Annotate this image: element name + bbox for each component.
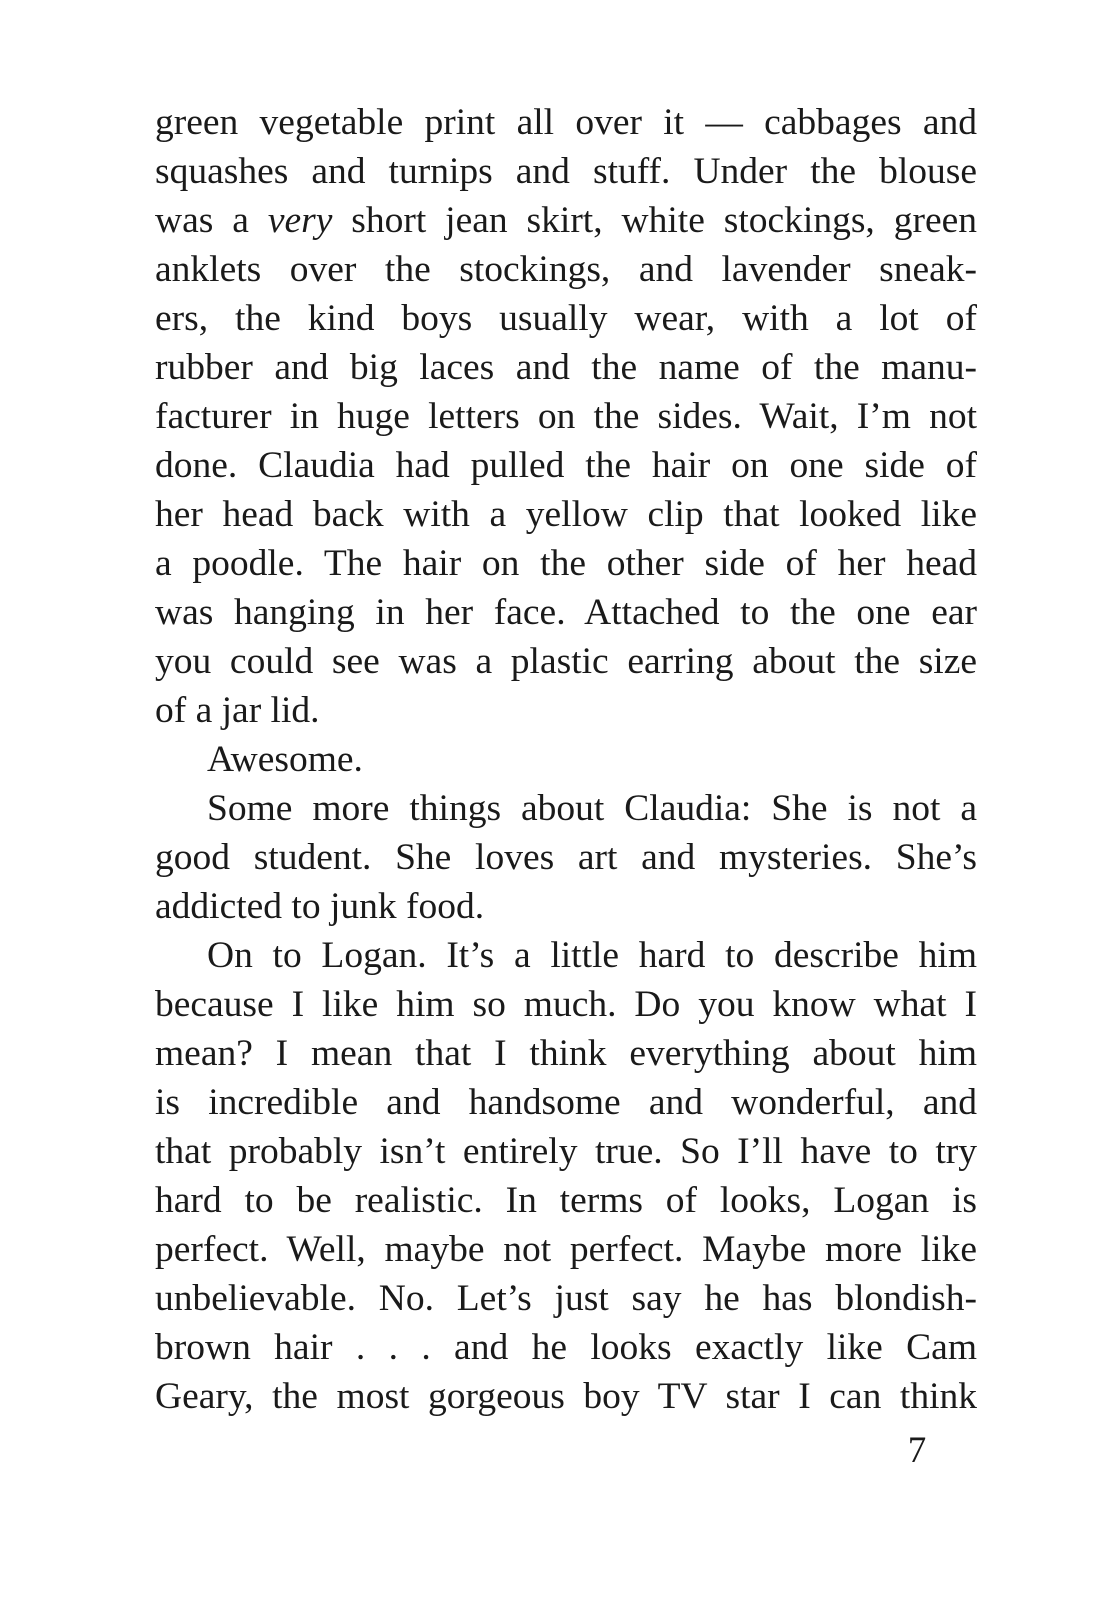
text-line: Geary, the most gorgeous boy TV star I can think: [155, 1376, 977, 1417]
text-line: is incredible and handsome and wonderful, and: [155, 1082, 977, 1123]
text-line: unbelievable. No. Let’s just say he has blondish-: [155, 1278, 977, 1319]
page-number: 7: [907, 1430, 927, 1471]
text-line: anklets over the stockings, and lavender sneak-: [155, 249, 977, 290]
text-line: a poodle. The hair on the other side of her head: [155, 543, 977, 584]
text-line: good student. She loves art and mysteries. She’s: [155, 837, 977, 878]
text-line: of a jar lid.: [155, 690, 320, 731]
text-line: rubber and big laces and the name of the manu-: [155, 347, 977, 388]
text-line: her head back with a yellow clip that looked like: [155, 494, 977, 535]
text-line: green vegetable print all over it — cabbages and: [155, 102, 977, 143]
text-line: you could see was a plastic earring about the size: [155, 641, 977, 682]
body-text: [155, 98, 977, 1421]
text-line: mean? I mean that I think everything about him: [155, 1033, 977, 1074]
text-line: was hanging in her face. Attached to the one ear: [155, 592, 977, 633]
text-line: Awesome.: [207, 739, 363, 780]
text-line: hard to be realistic. In terms of looks, Logan is: [155, 1180, 977, 1221]
text-line: On to Logan. It’s a little hard to describe him: [207, 935, 977, 976]
text-line: ers, the kind boys usually wear, with a lot of: [155, 298, 977, 339]
text-line: Some more things about Claudia: She is not a: [207, 788, 977, 829]
text-line: facturer in huge letters on the sides. Wait, I’m not: [155, 396, 977, 437]
text-span: was a: [155, 200, 268, 241]
text-line: that probably isn’t entirely true. So I’ll have to try: [155, 1131, 977, 1172]
text-span: short jean skirt, white stockings, green: [332, 200, 977, 241]
text-line: done. Claudia had pulled the hair on one side of: [155, 445, 977, 486]
text-line: [155, 196, 977, 245]
text-line: because I like him so much. Do you know what I: [155, 984, 977, 1025]
text-line: squashes and turnips and stuff. Under the blouse: [155, 151, 977, 192]
text-line: brown hair . . . and he looks exactly like Cam: [155, 1327, 977, 1368]
text-line: perfect. Well, maybe not perfect. Maybe more like: [155, 1229, 977, 1270]
emphasis-text: very: [267, 200, 333, 241]
text-line: addicted to junk food.: [155, 886, 485, 927]
